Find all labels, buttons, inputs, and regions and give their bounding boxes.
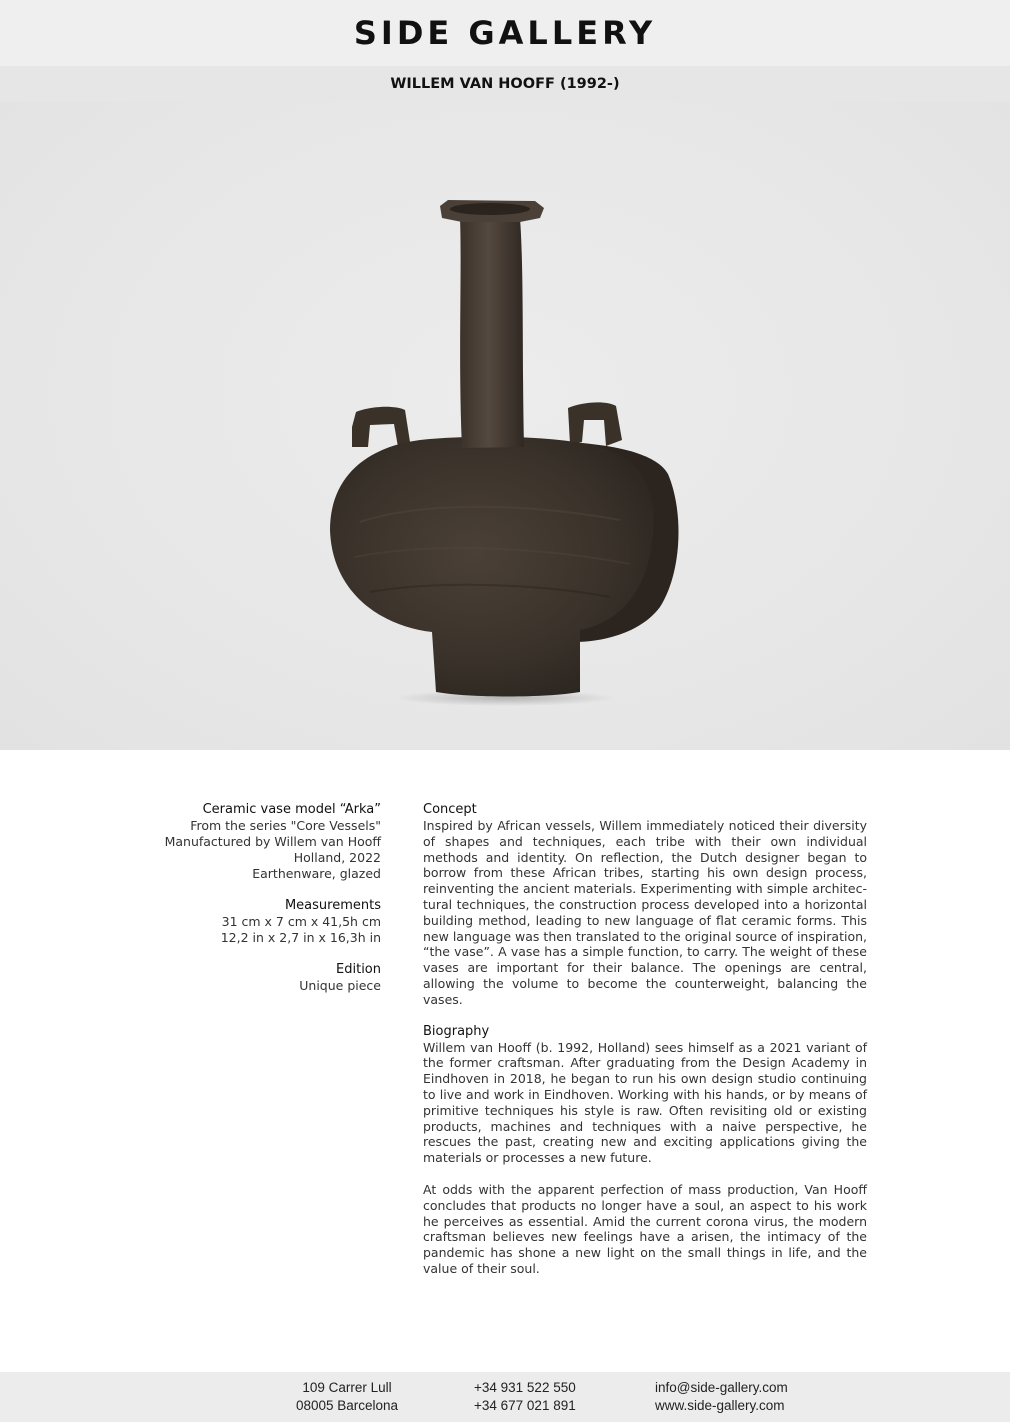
vase-icon	[0, 102, 1010, 750]
footer	[0, 1372, 1010, 1422]
measurements-in: 12,2 in x 2,7 in x 16,3h in	[220, 930, 381, 945]
product-photo	[0, 102, 1010, 750]
address-line-1: 109 Carrer Lull	[302, 1380, 392, 1395]
measurements-label: Measurements	[284, 898, 381, 913]
artist-name: WILLEM VAN HOOFF (1992-)	[390, 76, 620, 92]
product-specs	[120, 802, 381, 994]
footer-address	[292, 1379, 402, 1415]
phone-1[interactable]: +34 931 522 550	[474, 1380, 576, 1395]
phone-2[interactable]: +34 677 021 891	[474, 1398, 576, 1413]
concept-heading: Concept	[423, 802, 477, 817]
artist-bar	[0, 66, 1010, 102]
product-manufacturer: Manufactured by Willem van Hooff	[164, 834, 381, 849]
edition-value: Unique piece	[299, 978, 381, 993]
email-link[interactable]: info@side-gallery.com	[655, 1380, 788, 1395]
product-series: From the series "Core Vessels"	[190, 818, 381, 833]
gallery-logo: SIDE GALLERY	[353, 14, 657, 52]
footer-contact	[655, 1379, 788, 1415]
header-brand-bar	[0, 0, 1010, 66]
edition-label: Edition	[336, 962, 381, 977]
address-line-2: 08005 Barcelona	[295, 1398, 399, 1413]
biography-heading: Biography	[423, 1023, 490, 1039]
website-link[interactable]: www.side-gallery.com	[655, 1398, 785, 1413]
biography-paragraph-2: At odds with the apparent perfection of mass production, Van Hooff concludes that products no longer have a soul, an aspect to his work he perceives as essential. Amid the current corona virus, the modern craftsman believes new feelings have a arisen, the intimacy of the pandemic has shone a new light on the small things in life, and the value of their soul.	[423, 1181, 867, 1276]
product-material: Earthenware, glazed	[252, 866, 381, 881]
footer-phones	[474, 1379, 576, 1415]
product-origin: Holland, 2022	[293, 850, 381, 865]
product-title: Ceramic vase model “Arka”	[202, 802, 381, 817]
concept-text: Inspired by African vessels, Willem immediately noticed their diversity of shapes and techniques, each tribe with their own individual methods and identity. On reflection, the Dutch designer began to borrow from these African tribes, starting his own design process, reinventing the ancient materials. Experimenting with simple architec-tural techniques, the construction process developed into a horizontal building method, leading to new language of flat ceramic forms. This new language was then translated to the original source of inspiration, “the vase”. A vase has a simple function, to carry. The weight of these vases are important for their balance. The openings are central, allowing the volume to become the counterweight, balancing the vases.	[423, 818, 867, 1007]
description-column	[423, 802, 867, 1277]
biography-paragraph-1: Willem van Hooff (b. 1992, Holland) sees himself as a 2021 variant of the former craftsman. After graduating from the Design Academy in Eindhoven in 2018, he began to run his own design studio continuing to live and work in Eindhoven. Working with his hands, or by means of primitive techniques his style is raw. Often revisiting old or existing products, machines and techniques with a naive perspective, he rescues the past, creating new and exciting applications giving the materials or processes a new future.	[423, 1039, 867, 1166]
measurements-cm: 31 cm x 7 cm x 41,5h cm	[221, 914, 381, 929]
